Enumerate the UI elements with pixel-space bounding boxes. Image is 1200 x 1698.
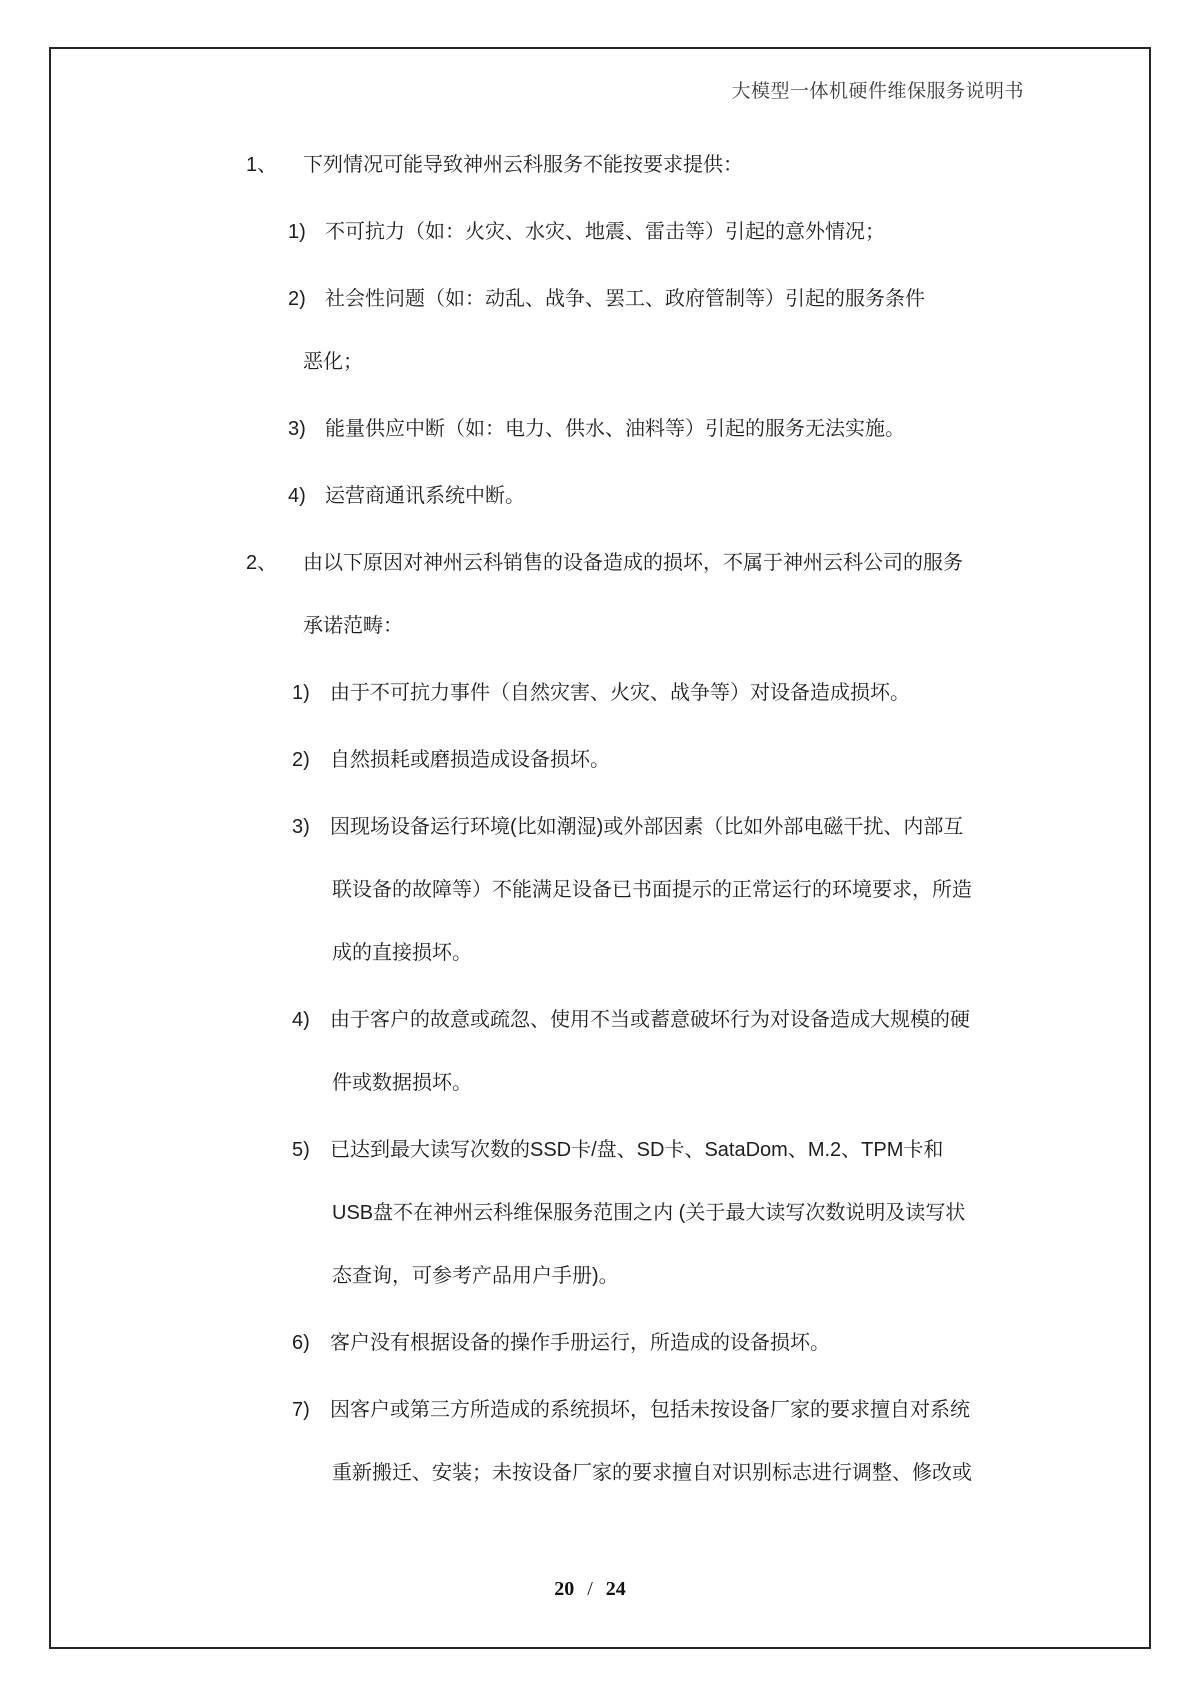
list-item-level2 — [0, 398, 1200, 461]
list-item-level2 — [0, 989, 1200, 1115]
list-item-level2 — [0, 1379, 1200, 1505]
list-item-level2 — [0, 465, 1200, 528]
list-item-number: 2) — [288, 288, 306, 310]
list-item-text — [330, 662, 910, 725]
list-item-text — [325, 465, 525, 528]
text-line: 联设备的故障等）不能满足设备已书面提示的正常运行的环境要求，所造 — [332, 879, 972, 901]
text-line: 件或数据损坏。 — [332, 1072, 472, 1094]
page-number-current: 20 — [554, 1578, 575, 1600]
text-line: 能量供应中断（如：电力、供水、油料等）引起的服务无法实施。 — [325, 418, 905, 440]
list-item-level2 — [0, 268, 1200, 394]
list-item-text — [325, 201, 885, 264]
list-item-number: 5) — [292, 1139, 310, 1161]
list-item-number: 1、 — [246, 154, 278, 176]
list-item-number: 3) — [288, 418, 306, 440]
list-item-text — [330, 1312, 830, 1375]
list-item-level2 — [0, 662, 1200, 725]
text-line: USB盘不在神州云科维保服务范围之内 (关于最大读写次数说明及读写状 — [332, 1202, 966, 1224]
text-line: 由以下原因对神州云科销售的设备造成的损坏，不属于神州云科公司的服务 — [303, 552, 963, 574]
list-item-level2 — [0, 796, 1200, 985]
text-line: 由于不可抗力事件（自然灾害、火灾、战争等）对设备造成损坏。 — [330, 682, 910, 704]
list-item-number: 4) — [292, 1009, 310, 1031]
text-line: 因客户或第三方所造成的系统损坏，包括未按设备厂家的要求擅自对系统 — [330, 1399, 970, 1421]
list-item-number: 1) — [292, 682, 310, 704]
list-item-level2 — [0, 1312, 1200, 1375]
list-item-text — [330, 1379, 972, 1505]
list-item-text — [330, 796, 972, 985]
text-line: 恶化； — [303, 351, 363, 373]
text-line: 承诺范畴： — [303, 615, 403, 637]
list-item-number: 6) — [292, 1332, 310, 1354]
list-item-text — [303, 532, 963, 658]
text-line: 已达到最大读写次数的SSD卡/盘、SD卡、SataDom、M.2、TPM卡和 — [330, 1139, 944, 1161]
list-item-number: 4) — [288, 485, 306, 507]
page-footer — [0, 1578, 1180, 1601]
list-item-level2 — [0, 729, 1200, 792]
text-line: 因现场设备运行环境(比如潮湿)或外部因素（比如外部电磁干扰、内部互 — [330, 816, 964, 838]
page-number-separator: / — [587, 1578, 593, 1600]
text-line: 成的直接损坏。 — [332, 942, 472, 964]
list-item-text — [303, 134, 743, 197]
text-line: 不可抗力（如：火灾、水灾、地震、雷击等）引起的意外情况； — [325, 221, 885, 243]
text-line: 社会性问题（如：动乱、战争、罢工、政府管制等）引起的服务条件 — [325, 288, 925, 310]
list-item-text — [325, 398, 905, 461]
text-line: 自然损耗或磨损造成设备损坏。 — [330, 749, 610, 771]
list-item-number: 2、 — [246, 552, 278, 574]
list-item-level1 — [0, 532, 1200, 658]
text-line: 下列情况可能导致神州云科服务不能按要求提供： — [303, 154, 743, 176]
text-line: 由于客户的故意或疏忽、使用不当或蓄意破坏行为对设备造成大规模的硬 — [330, 1009, 970, 1031]
page-number-total: 24 — [605, 1578, 626, 1600]
list-item-number: 1) — [288, 221, 306, 243]
list-item-text — [303, 268, 925, 394]
list-item-number: 3) — [292, 816, 310, 838]
list-item-text — [330, 1119, 965, 1308]
list-item-level2 — [0, 201, 1200, 264]
document-body — [0, 134, 1200, 1509]
list-item-number: 7) — [292, 1399, 310, 1421]
list-item-number: 2) — [292, 749, 310, 771]
list-item-level2 — [0, 1119, 1200, 1308]
text-line: 运营商通讯系统中断。 — [325, 485, 525, 507]
text-line: 态查询，可参考产品用户手册)。 — [332, 1265, 619, 1287]
list-item-text — [330, 989, 970, 1115]
text-line: 重新搬迁、安装；未按设备厂家的要求擅自对识别标志进行调整、修改或 — [332, 1462, 972, 1484]
text-line: 客户没有根据设备的操作手册运行，所造成的设备损坏。 — [330, 1332, 830, 1354]
list-item-level1 — [0, 134, 1200, 197]
page-header-title: 大模型一体机硬件维保服务说明书 — [731, 81, 1024, 102]
list-item-text — [330, 729, 610, 792]
